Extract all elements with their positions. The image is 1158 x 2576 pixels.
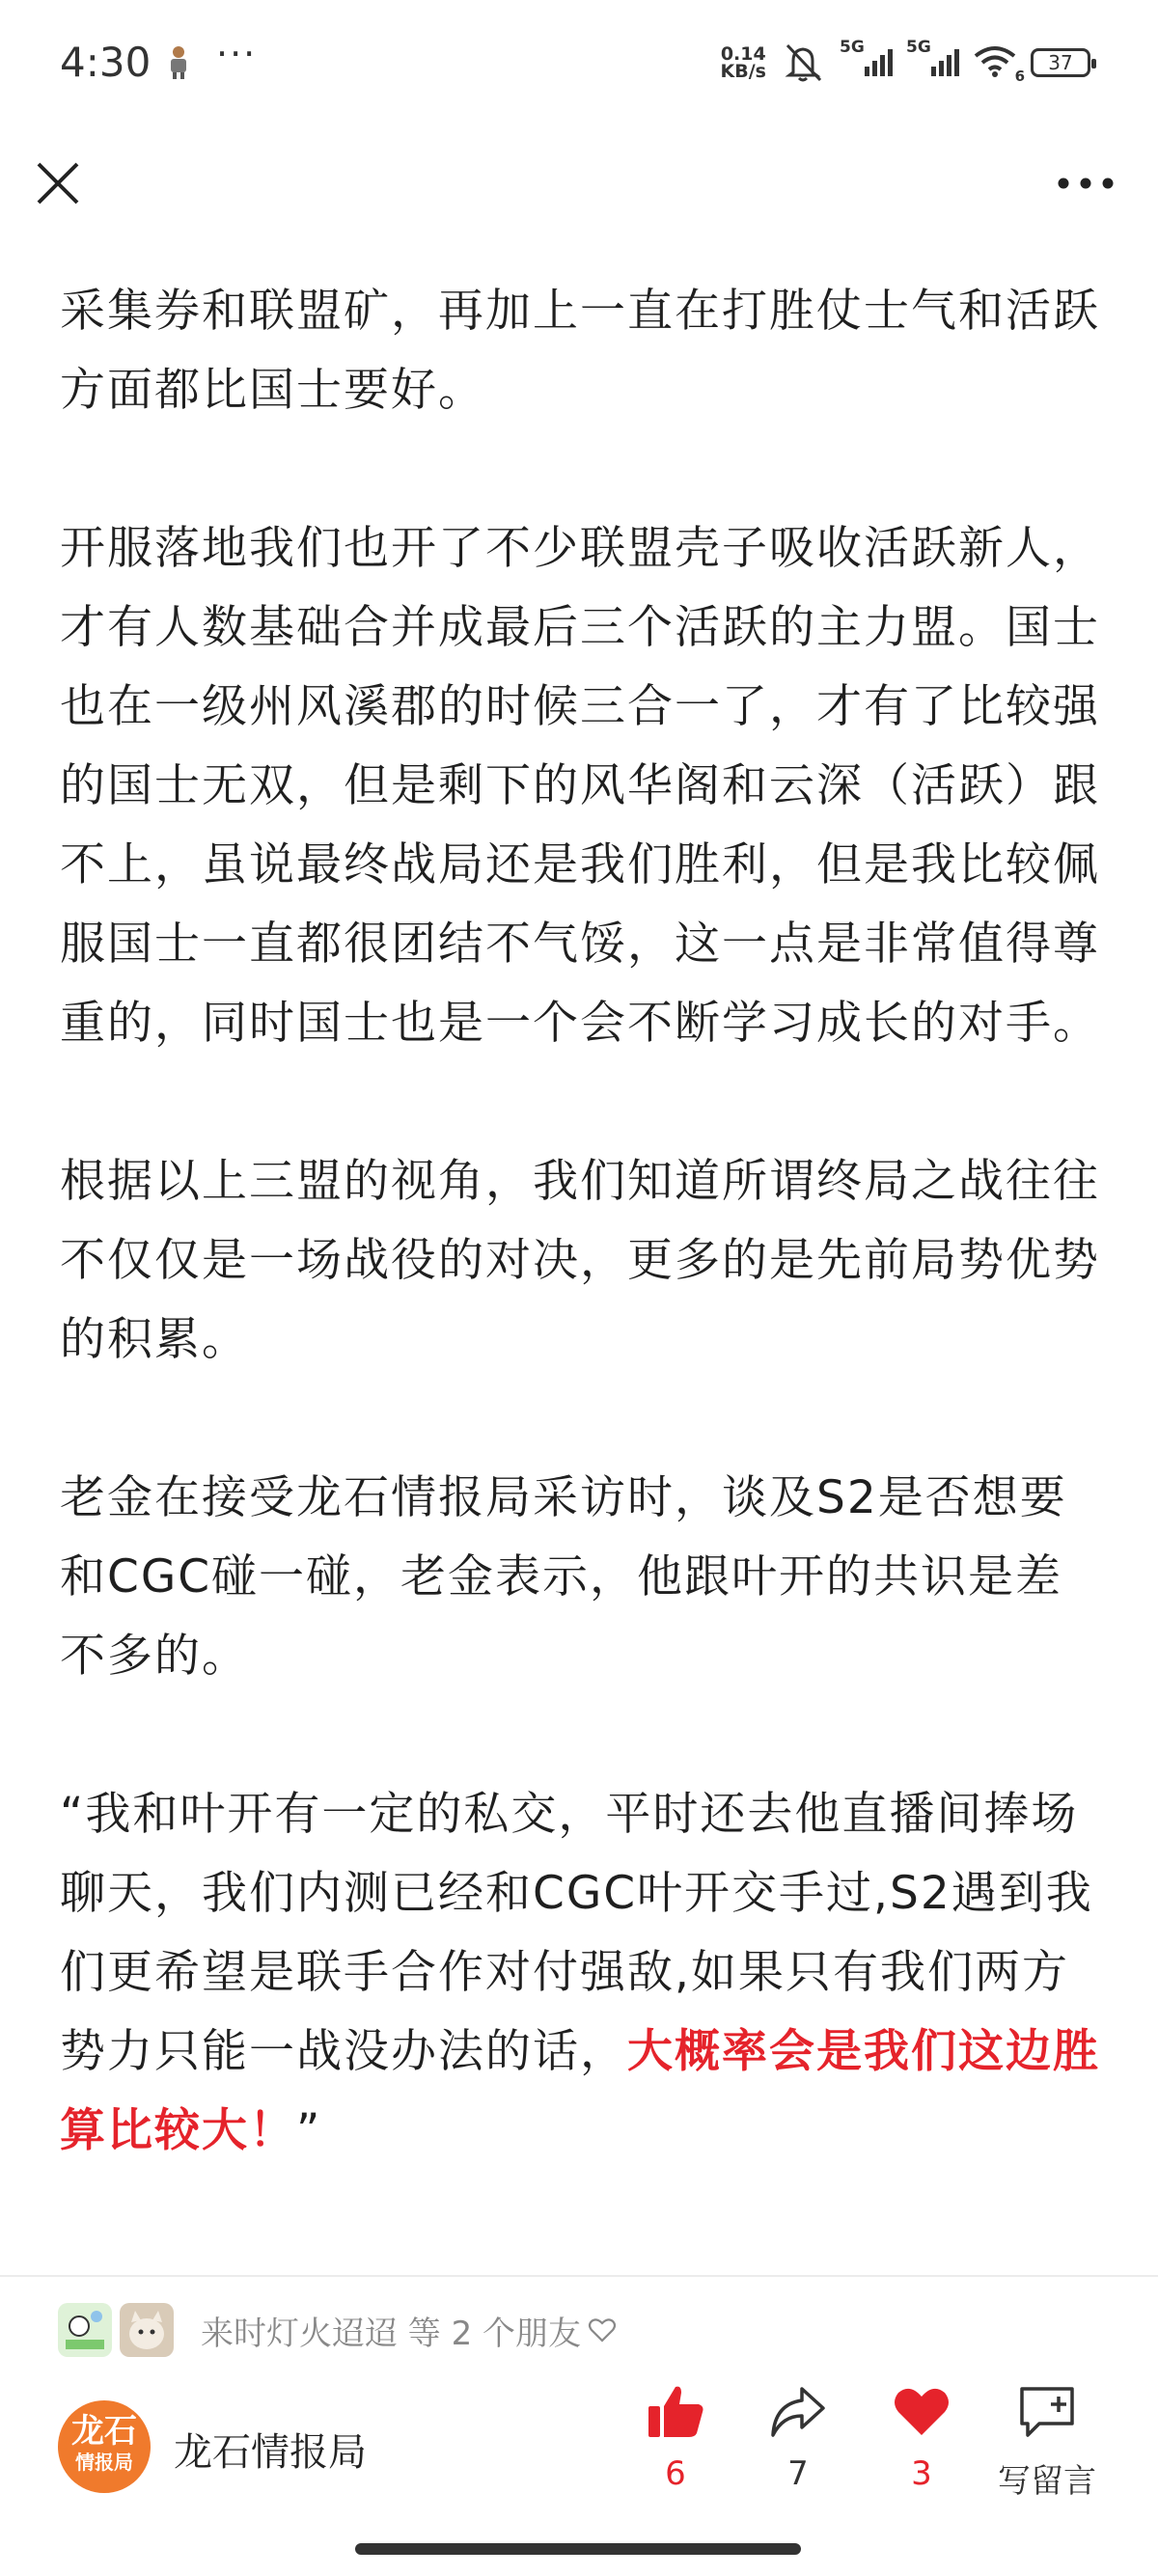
- divider: [0, 2275, 1158, 2277]
- friends-liked-text: 来时灯火迢迢 等 2 个朋友: [201, 2314, 582, 2353]
- heart-icon: [891, 2383, 952, 2441]
- signal-5g-1-label: 5G: [840, 38, 865, 57]
- top-navigation: [0, 125, 1158, 251]
- favorite-count: 3: [911, 2454, 932, 2493]
- share-arrow-icon: [767, 2383, 829, 2441]
- logo-line1: 龙石: [71, 2412, 137, 2451]
- logo-line2: 情报局: [75, 2451, 133, 2474]
- comment-label: 写留言: [998, 2462, 1096, 2501]
- wifi-icon: [973, 44, 1017, 77]
- article-body: [60, 193, 1102, 2171]
- share-count: 7: [787, 2454, 809, 2493]
- battery-indicator: 37: [1031, 48, 1090, 77]
- network-speed-unit: KB/s: [720, 61, 766, 82]
- signal-bars-icon: [865, 49, 893, 76]
- quote-end: ”: [296, 2104, 322, 2157]
- share-button[interactable]: [745, 2383, 851, 2493]
- quote-text: “我和叶开有一定的私交，平时还去他直播间捧场聊天，我们内测已经和CGC叶开交手过,S2遇到我们更希望是联手合作对付强敌,如果只有我们两方势力只能一战没办法的话，: [60, 1788, 1093, 2078]
- more-options-icon[interactable]: [1052, 164, 1119, 203]
- like-button[interactable]: [622, 2383, 729, 2493]
- bottom-action-bar: [0, 2383, 1158, 2537]
- signal-5g-2: [906, 38, 959, 76]
- signal-bars-icon: [931, 49, 959, 76]
- account-logo[interactable]: [58, 2400, 151, 2493]
- network-speed-value: 0.14: [720, 43, 766, 65]
- friends-liked-row[interactable]: [58, 2296, 618, 2364]
- friend-avatar: [58, 2303, 112, 2357]
- wifi-sub-label: 6: [1014, 68, 1025, 85]
- status-time: 4:30: [60, 39, 152, 86]
- article-paragraph: 采集券和联盟矿，再加上一直在打胜仗士气和活跃方面都比国士要好。: [60, 285, 1100, 417]
- status-more-dots-icon: ···: [216, 33, 258, 75]
- like-count: 6: [665, 2454, 686, 2493]
- heart-outline-icon: [587, 2315, 618, 2345]
- close-icon[interactable]: [29, 154, 87, 212]
- account-name[interactable]: 龙石情报局: [174, 2430, 367, 2475]
- article-paragraph: 开服落地我们也开了不少联盟壳子吸收活跃新人，才有人数基础合并成最后三个活跃的主力盟。国士也在一级州风溪郡的时候三合一了，才有了比较强的国士无双，但是剩下的风华阁和云深（活跃）跟不上，虽说最终战局还是我们胜利，但是我比较佩服国士一直都很团结不气馁，这一点是非常值得尊重的，同时国士也是一个会不断学习成长的对手。: [60, 522, 1100, 1050]
- comment-add-icon: [1016, 2383, 1078, 2441]
- favorite-button[interactable]: [868, 2383, 975, 2493]
- mute-bell-icon: [780, 41, 826, 84]
- notification-figure-icon: [166, 44, 191, 79]
- wifi-status: [973, 44, 1025, 85]
- thumbs-up-icon: [645, 2383, 706, 2441]
- article-paragraph: 老金在接受龙石情报局采访时，谈及S2是否想要和CGC碰一碰，老金表示，他跟叶开的共识是差不多的。: [60, 1471, 1067, 1683]
- signal-5g-2-label: 5G: [906, 38, 931, 57]
- home-indicator[interactable]: [355, 2543, 801, 2555]
- article-paragraph: 根据以上三盟的视角，我们知道所谓终局之战往往不仅仅是一场战役的对决，更多的是先前局势优势的积累。: [60, 1155, 1100, 1366]
- article-quote: [60, 1775, 1102, 2171]
- comment-button[interactable]: [989, 2383, 1105, 2502]
- network-speed: [721, 45, 766, 80]
- friend-avatar: [120, 2303, 174, 2357]
- quote-emphasis: 大概率会是我们这边胜算比较大！: [60, 2025, 1100, 2157]
- signal-5g-1: [840, 38, 893, 76]
- status-bar: [0, 0, 1158, 125]
